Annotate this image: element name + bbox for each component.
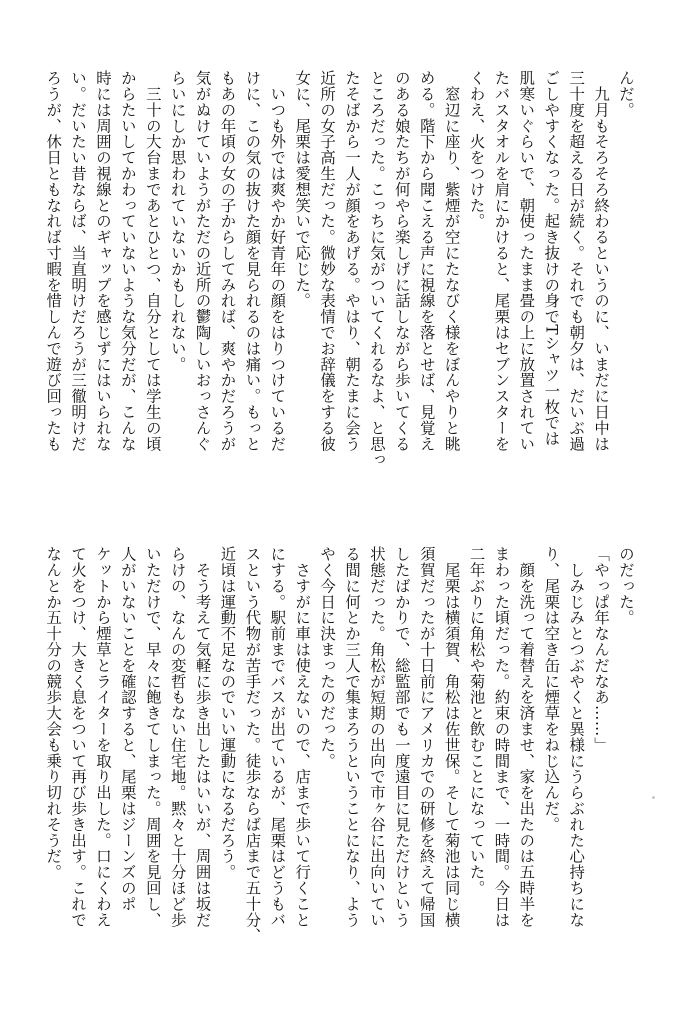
text-line: 肌寒いぐらいで、朝使ったまま畳の上に放置されてい: [517, 70, 536, 452]
text-line: 近所の女子高生だった。微妙な表情でお辞儀をする彼: [318, 70, 337, 452]
text-line: める。階下から聞こえる声に視線を落とせば、見覚え: [417, 70, 436, 452]
text-line: のだった。: [617, 546, 635, 626]
text-line: 人がいないことを確認すると、尾栗はジーンズのポ: [118, 546, 137, 912]
text-line: のある娘たちが何やら楽しげに話しながら歩いてくる: [392, 70, 411, 452]
text-line: なんとか五十分の競歩大会も乗り切れそうだ。: [44, 546, 63, 880]
text-line: り、尾栗は空き缶に煙草をねじ込んだ。: [542, 546, 561, 833]
text-line: る間に何とか三人で集まろうということになり、よう: [343, 546, 362, 928]
text-line: 尾栗は横須賀、角松は佐世保。そして菊池は同じ横: [442, 546, 461, 928]
text-line: にする。駅前までバスが出ているが、尾栗はどうもバ: [268, 546, 287, 928]
lower-text-block: [40, 546, 638, 986]
text-line: やく今日に決まったのだった。: [318, 546, 337, 769]
text-line: ところだった。こっちに気がついてくれるなよ、と思っ: [367, 70, 386, 468]
text-line: 時には周囲の視線とのギャップを感じずにはいられな: [93, 70, 112, 452]
text-line: ごしやすくなった。起き抜けの身でTシャツ一枚では: [542, 70, 561, 447]
text-line: 窓辺に座り、紫煙が空にたなびく様をぼんやりと眺: [442, 70, 461, 452]
text-line: まわった頃だった。約束の時間まで、一時間。今日は: [492, 546, 511, 928]
text-line: ろうが、休日ともなれば寸暇を惜しんで遊び回ったも: [44, 70, 63, 452]
text-line: んだ。: [617, 70, 635, 118]
text-line: 女に、尾栗は愛想笑いで応じた。: [293, 70, 312, 309]
text-line: いただけで、早々に飽きてしまった。周囲を見回し、: [143, 546, 162, 928]
text-line: らけの、なんの変哲もない住宅地。黙々と十分ほど歩: [168, 546, 187, 928]
text-line: そう考えて気軽に歩き出したはいいが、周囲は坂だ: [193, 546, 212, 928]
text-line: スという代物が苦手だった。徒歩ならば店まで五十分、: [243, 546, 262, 944]
upper-text-block: [40, 70, 638, 510]
text-line: しみじみとつぶやくと異様にうらぶれた心持ちにな: [567, 546, 586, 928]
text-line: 九月もそろそろ終わるというのに、いまだに日中は: [592, 70, 611, 452]
text-line: もあの年頃の女の子からしてみれば、爽やかだろうが: [218, 70, 237, 452]
text-line: 気がぬけていようがただの近所の鬱陶しいおっさんぐ: [193, 70, 212, 452]
text-line: 近頃は運動不足なのでいい運動になるだろう。: [218, 546, 237, 880]
text-line: 三十の大台まであとひとつ、自分としては学生の頃: [143, 70, 162, 452]
text-line: 須賀だったが十日前にアメリカでの研修を終えて帰国: [417, 546, 436, 928]
text-line: 三十度を超える日が続く。それでも朝夕は、だいぶ過: [567, 70, 586, 452]
text-line: 「やっぱ年なんだなあ……」: [592, 546, 611, 753]
text-line: い。だいたい昔ならば、当直明けだろうが三徹明けだ: [69, 70, 88, 452]
text-line: たバスタオルを肩にかけると、尾栗はセブンスターを: [492, 70, 511, 452]
text-line: ケットから煙草とライターを取り出した。口にくわえ: [93, 546, 112, 928]
text-line: したばかりで、総監部でも一度遠目に見ただけという: [392, 546, 411, 928]
text-line: くわえ、火をつけた。: [467, 70, 486, 229]
text-line: たそばから一人が顔をあげる。やはり、朝たまに会う: [343, 70, 362, 452]
text-line: けに、この気の抜けた顔を見られるのは痛い。もっと: [243, 70, 262, 452]
text-line: らいにしか思われていないかもしれない。: [168, 70, 187, 373]
page-mark: [652, 796, 655, 799]
text-line: からたいしてかわっていないような気分だが、こんな: [118, 70, 137, 452]
text-line: 状態だった。角松が短期の出向で市ヶ谷に出向いてい: [367, 546, 386, 928]
text-line: 顔を洗って着替えを済ませ、家を出たのは五時半を: [517, 546, 536, 928]
text-line: さすがに車は使えないので、店まで歩いて行くこと: [293, 546, 312, 928]
text-line: いつも外では爽やか好青年の顔をはりつけているだ: [268, 70, 287, 452]
text-line: て火をつけ、大きく息をついて再び歩き出す。これで: [69, 546, 88, 928]
text-line: 二年ぶりに角松や菊池と飲むことになっていた。: [467, 546, 486, 896]
